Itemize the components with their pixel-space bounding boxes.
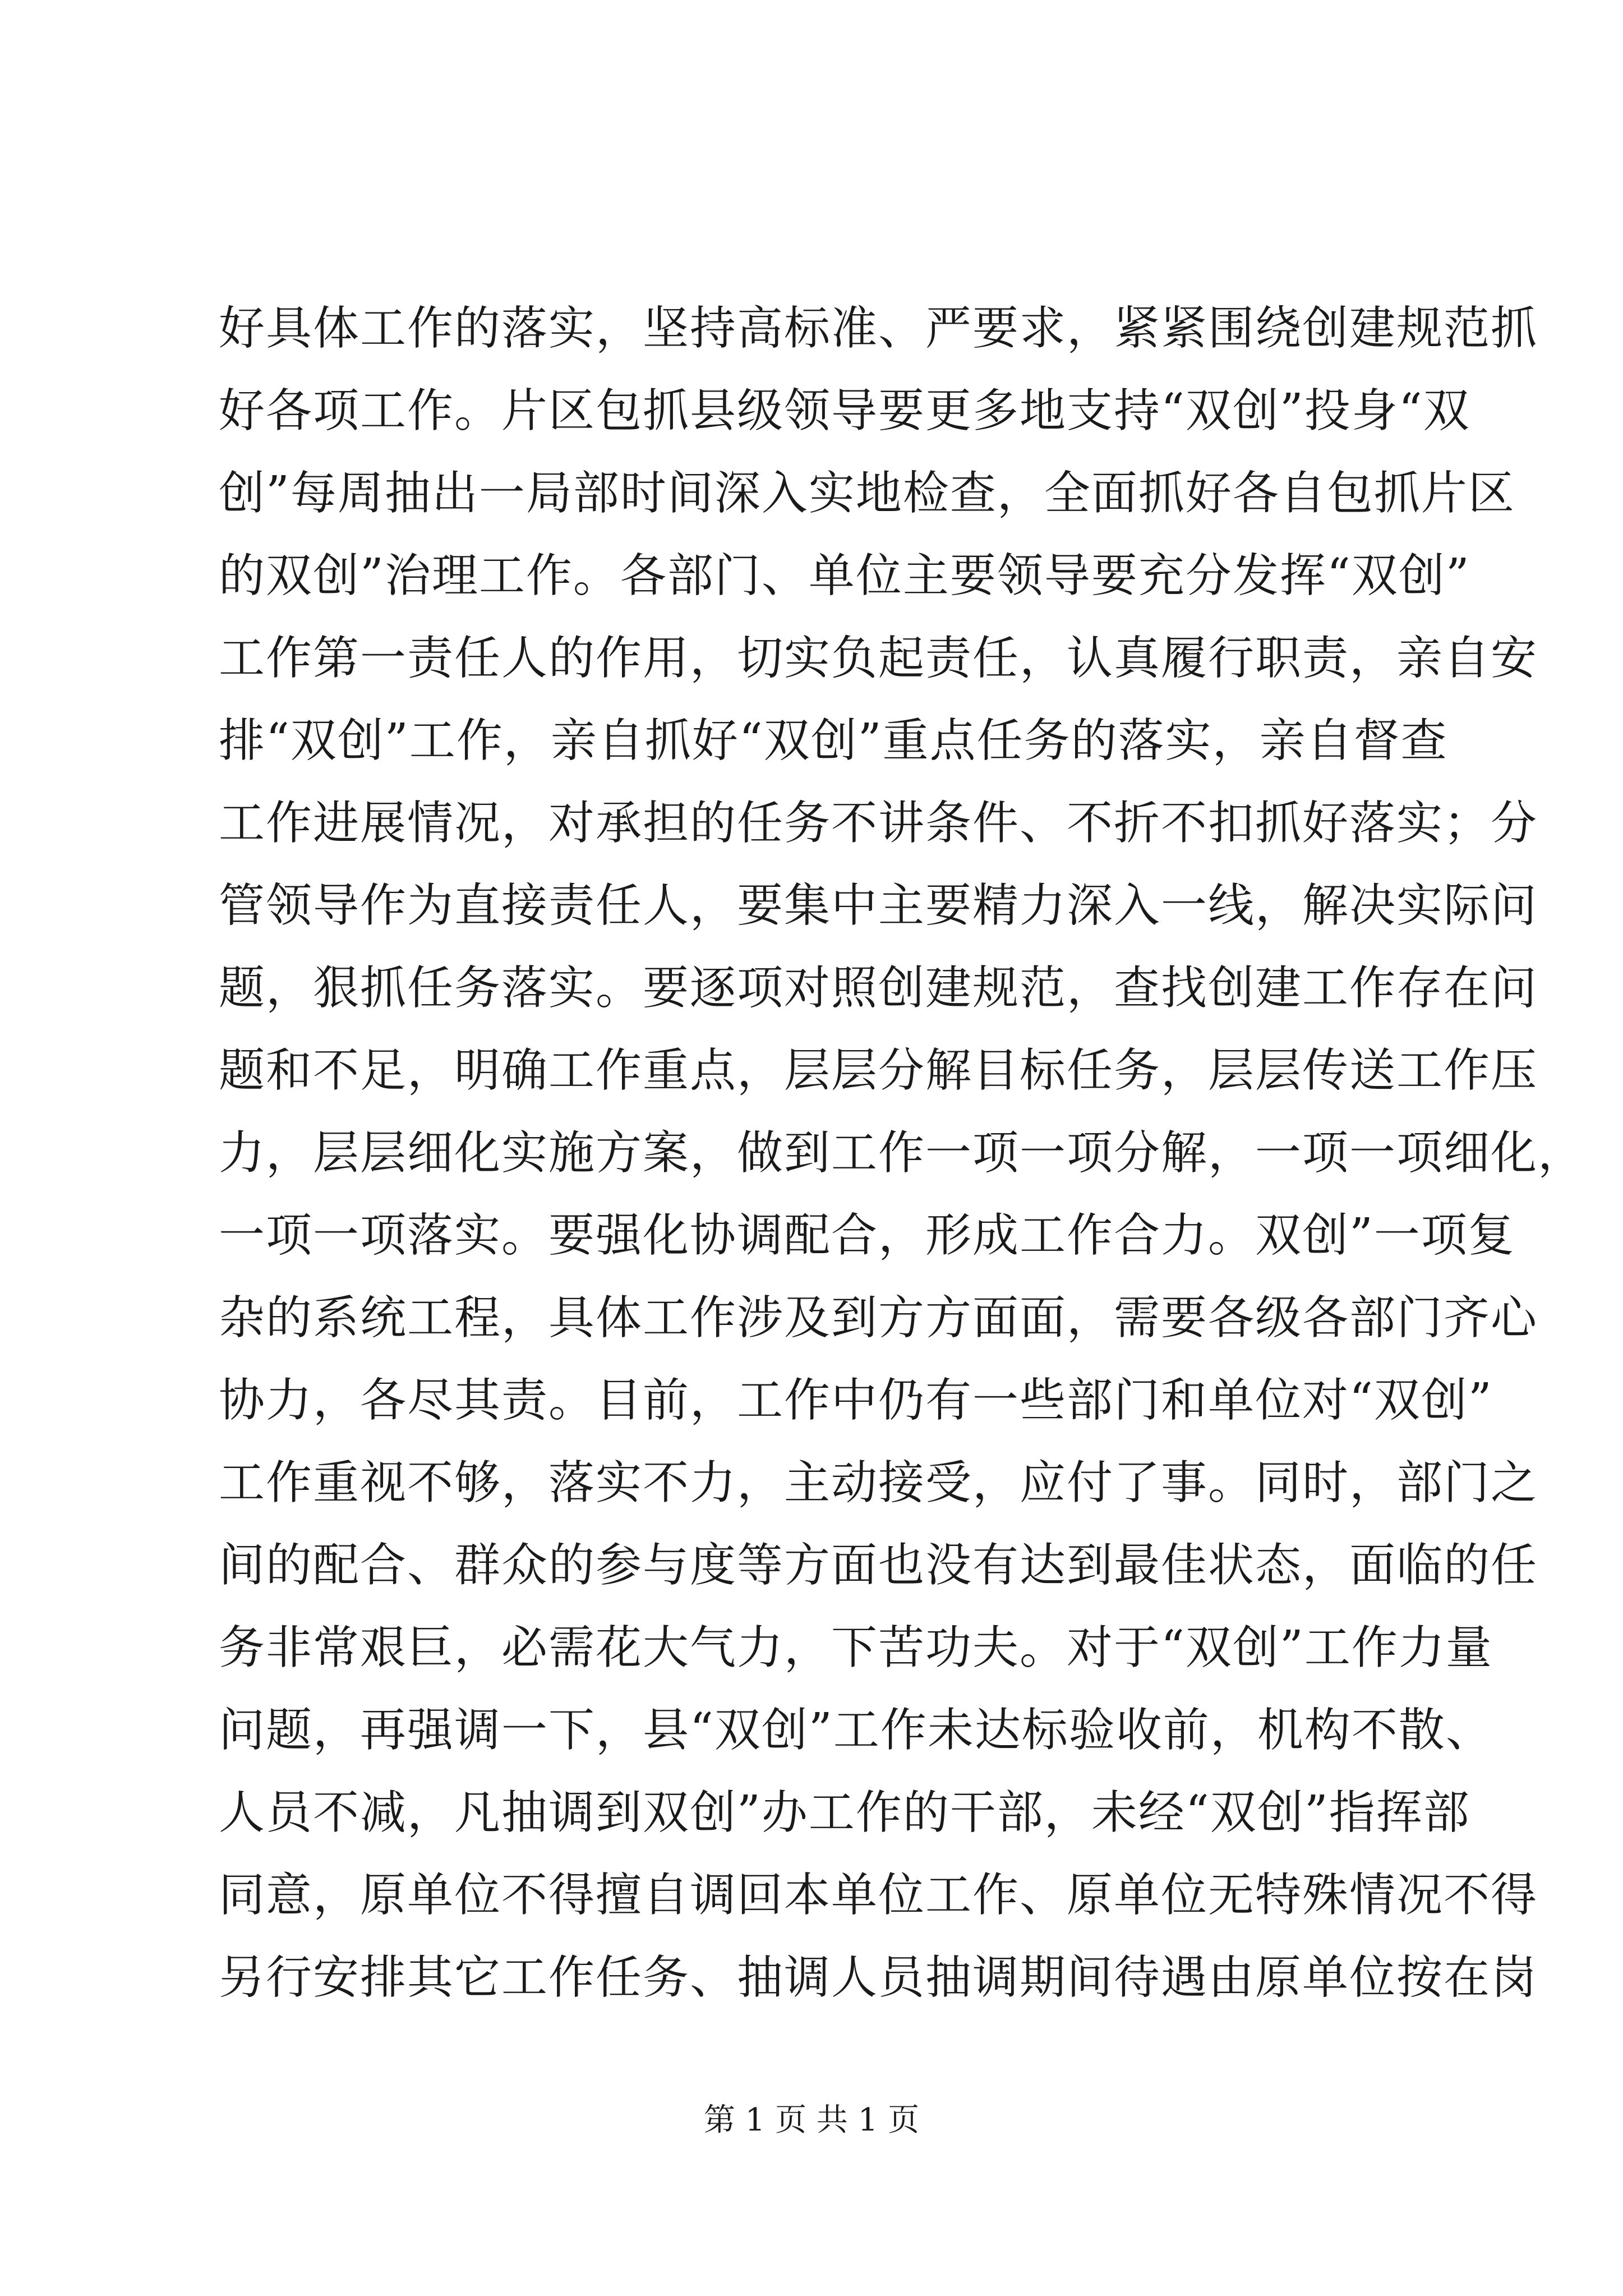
text-line: 好各项工作。片区包抓县级领导要更多地支持“双创”投身“双: [219, 384, 1470, 438]
text-line: 力，层层细化实施方案，做到工作一项一项分解，一项一项细化，: [219, 1126, 1585, 1180]
text-line: 的双创”治理工作。各部门、单位主要领导要充分发挥“双创”: [219, 549, 1470, 602]
text-line: 创”每周抽出一局部时间深入实地检查，全面抓好各自包抓片区: [219, 467, 1515, 520]
body-paragraph: [219, 287, 1585, 2019]
text-line: 问题，再强调一下，县“双创”工作未达标验收前，机构不散、: [219, 1704, 1493, 1757]
page-footer: [0, 2098, 1623, 2143]
text-line: 工作进展情况，对承担的任务不讲条件、不折不扣抓好落实；分: [219, 797, 1538, 850]
text-line: 务非常艰巨，必需花大气力，下苦功夫。对于“双创”工作力量: [219, 1621, 1493, 1674]
text-line: 同意，原单位不得擅自调回本单位工作、原单位无特殊情况不得: [219, 1869, 1538, 1922]
text-line: 工作重视不够，落实不力，主动接受，应付了事。同时，部门之: [219, 1456, 1538, 1510]
text-line: 题和不足，明确工作重点，层层分解目标任务，层层传送工作压: [219, 1044, 1538, 1097]
text-line: 题，狠抓任务落实。要逐项对照创建规范，查找创建工作存在问: [219, 961, 1538, 1015]
text-line: 管领导作为直接责任人，要集中主要精力深入一线，解决实际问: [219, 879, 1538, 932]
text-line: 杂的系统工程，具体工作涉及到方方面面，需要各级各部门齐心: [219, 1291, 1538, 1345]
text-line: 好具体工作的落实，坚持高标准、严要求，紧紧围绕创建规范抓: [219, 302, 1538, 355]
text-line: 另行安排其它工作任务、抽调人员抽调期间待遇由原单位按在岗: [219, 1951, 1538, 2004]
text-line: 人员不减，凡抽调到双创”办工作的干部，未经“双创”指挥部: [219, 1786, 1470, 1839]
page-number-label: 第 1 页 共 1 页: [703, 2102, 920, 2138]
text-line: 一项一项落实。要强化协调配合，形成工作合力。双创”一项复: [219, 1209, 1515, 1262]
text-line: 排“双创”工作，亲自抓好“双创”重点任务的落实，亲自督查: [219, 714, 1448, 767]
text-line: 间的配合、群众的参与度等方面也没有达到最佳状态，面临的任: [219, 1539, 1538, 1592]
text-line: 协力，各尽其责。目前，工作中仍有一些部门和单位对“双创”: [219, 1374, 1493, 1427]
text-line: 工作第一责任人的作用，切实负起责任，认真履行职责，亲自安: [219, 632, 1538, 685]
